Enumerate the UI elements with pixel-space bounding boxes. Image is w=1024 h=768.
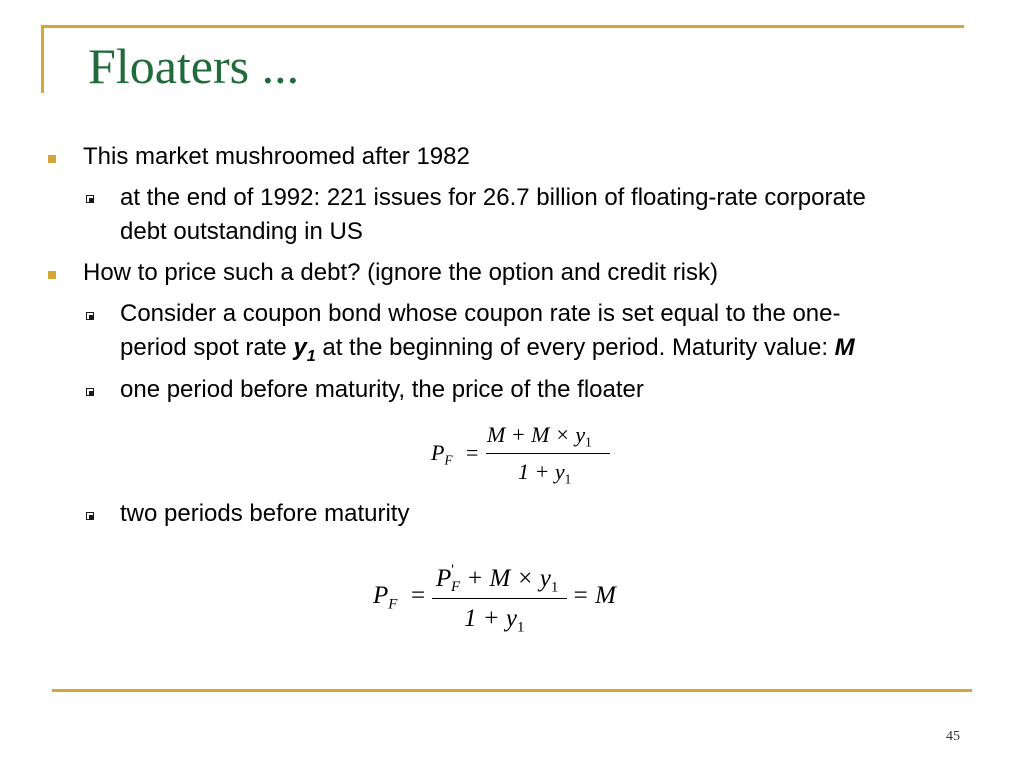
text-run: period spot rate [120, 334, 294, 361]
formula-2-equals: = [411, 582, 426, 609]
variable-y-subscript: 1 [306, 347, 316, 365]
bullet-1-text: This market mushroomed after 1982 [83, 143, 470, 170]
formula-1-equals: = [466, 440, 479, 465]
formula-2-fraction-bar [432, 598, 567, 599]
sub-bullet-checkbox-icon [86, 312, 94, 320]
slide-title: Floaters ... [88, 38, 300, 94]
formula-1-fraction-bar [486, 453, 610, 454]
bullet-1-sub-1-line-1: at the end of 1992: 221 issues for 26.7 billion of floating-rate corporate [120, 184, 866, 211]
formula-2-rhs: = M [572, 582, 616, 609]
bullet-square-icon [48, 155, 56, 163]
formula-1-numerator: $M + M \times y_1$ [487, 422, 592, 450]
page-number: 45 [946, 729, 960, 744]
variable-M: M [834, 334, 855, 361]
formula-2-denominator: $1 + y_1$ [464, 605, 525, 636]
bullet-2-sub-2: one period before maturity, the price of the floater [120, 376, 644, 403]
bullet-1-sub-1-line-2: debt outstanding in US [120, 218, 363, 245]
bullet-2-sub-1-line-2 [120, 331, 855, 374]
title-accent-vertical [41, 25, 44, 93]
title-accent-top-rule [41, 25, 964, 28]
sub-bullet-checkbox-icon [86, 195, 94, 203]
sub-bullet-checkbox-icon [86, 388, 94, 396]
footer-rule [52, 689, 972, 692]
formula-2-lhs: $P_F$ [373, 582, 398, 613]
bullet-2-text: How to price such a debt? (ignore the option and credit risk) [83, 259, 719, 286]
bullet-2-sub-3: two periods before maturity [120, 500, 410, 527]
variable-y: y [293, 334, 307, 361]
sub-bullet-checkbox-icon [86, 512, 94, 520]
formula-1-denominator: $1 + y_1$ [518, 459, 572, 487]
formula-1-lhs: $P_F$ [431, 440, 453, 468]
bullet-square-icon [48, 271, 56, 279]
text-run: at the beginning of every period. Maturity value: [315, 334, 835, 361]
bullet-2-sub-1-line-1: Consider a coupon bond whose coupon rate is set equal to the one- [120, 300, 841, 327]
formula-2-numerator: $P'_F + M \times y_1$ [436, 562, 559, 596]
